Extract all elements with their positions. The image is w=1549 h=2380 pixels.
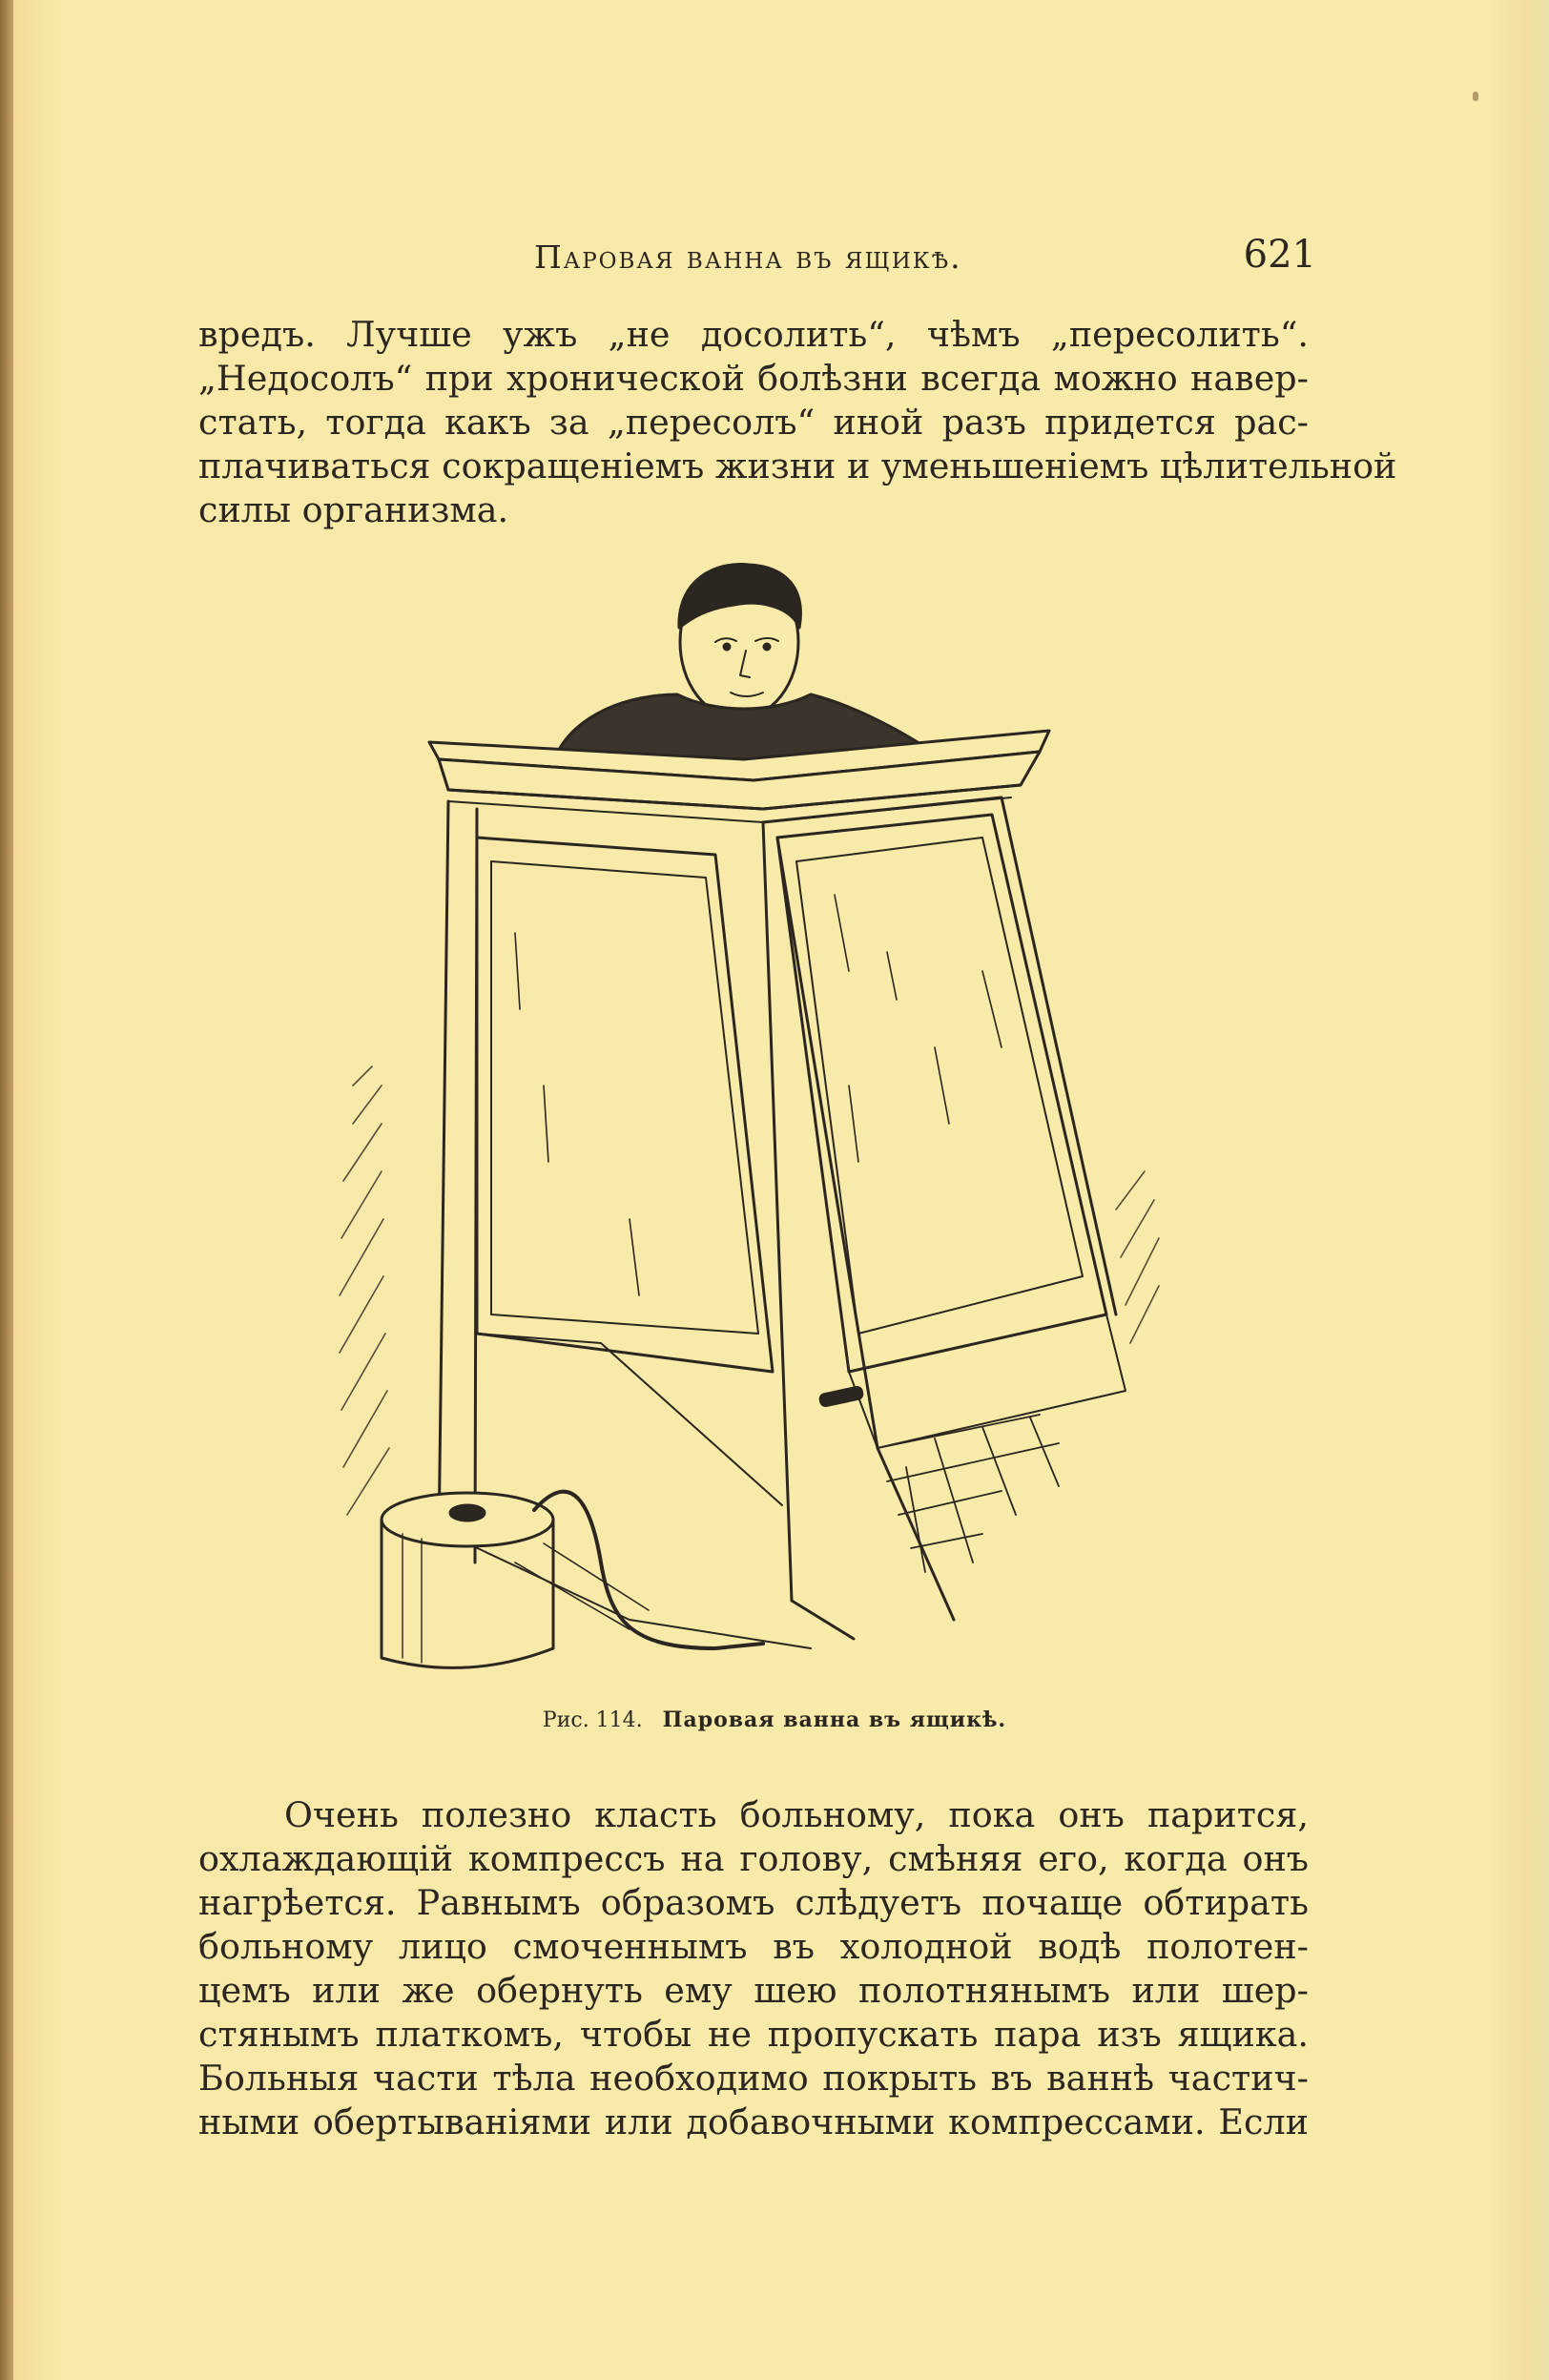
text-line: ными обертываніями или добавочными компрессами. Если [198, 2101, 1309, 2142]
text-line: больному лицо смоченнымъ въ холодной водѣ полотен- [198, 1926, 1309, 1967]
running-head: Паровая ванна въ ящикѣ. [534, 238, 962, 276]
figure-caption [0, 1707, 1549, 1732]
text-line: вредъ. Лучше ужъ „не досолить“, чѣмъ „пересолить“. [198, 314, 1309, 355]
page-header [534, 233, 1316, 286]
paragraph-1 [198, 313, 1397, 532]
text-line: нагрѣется. Равнымъ образомъ слѣдуетъ почаще обтирать [198, 1882, 1309, 1923]
person-head [679, 565, 800, 718]
paper-blemish [1473, 92, 1478, 101]
figure-number: Рис. 114. [542, 1708, 643, 1732]
steam-bath-illustration [315, 551, 1202, 1706]
text-line: охлаждающій компрессъ на голову, смѣняя его, когда онъ [198, 1838, 1309, 1879]
text-line: Очень полезно класть больному, пока онъ парится, [284, 1794, 1309, 1835]
text-line: цемъ или же обернуть ему шею полотнянымъ или шер- [198, 1970, 1309, 2011]
steam-kettle [382, 1492, 763, 1668]
text-line: плачиваться сокращеніемъ жизни и уменьшеніемъ цѣлительной [198, 445, 1397, 486]
text-line: силы организма. [198, 489, 509, 530]
page-number: 621 [1243, 233, 1316, 277]
figure-title: Паровая ванна въ ящикѣ. [662, 1707, 1007, 1732]
text-line: стать, тогда какъ за „пересолъ“ иной разъ придется рас- [198, 402, 1309, 443]
text-line: Больныя части тѣла необходимо покрыть въ ваннѣ частич- [198, 2058, 1309, 2099]
text-line: „Недосолъ“ при хронической болѣзни всегда можно навер- [198, 358, 1309, 399]
paragraph-2 [198, 1793, 1309, 2144]
text-line: стянымъ платкомъ, чтобы не пропускать пара изъ ящика. [198, 2014, 1309, 2055]
page-binding-edge [0, 0, 13, 2380]
